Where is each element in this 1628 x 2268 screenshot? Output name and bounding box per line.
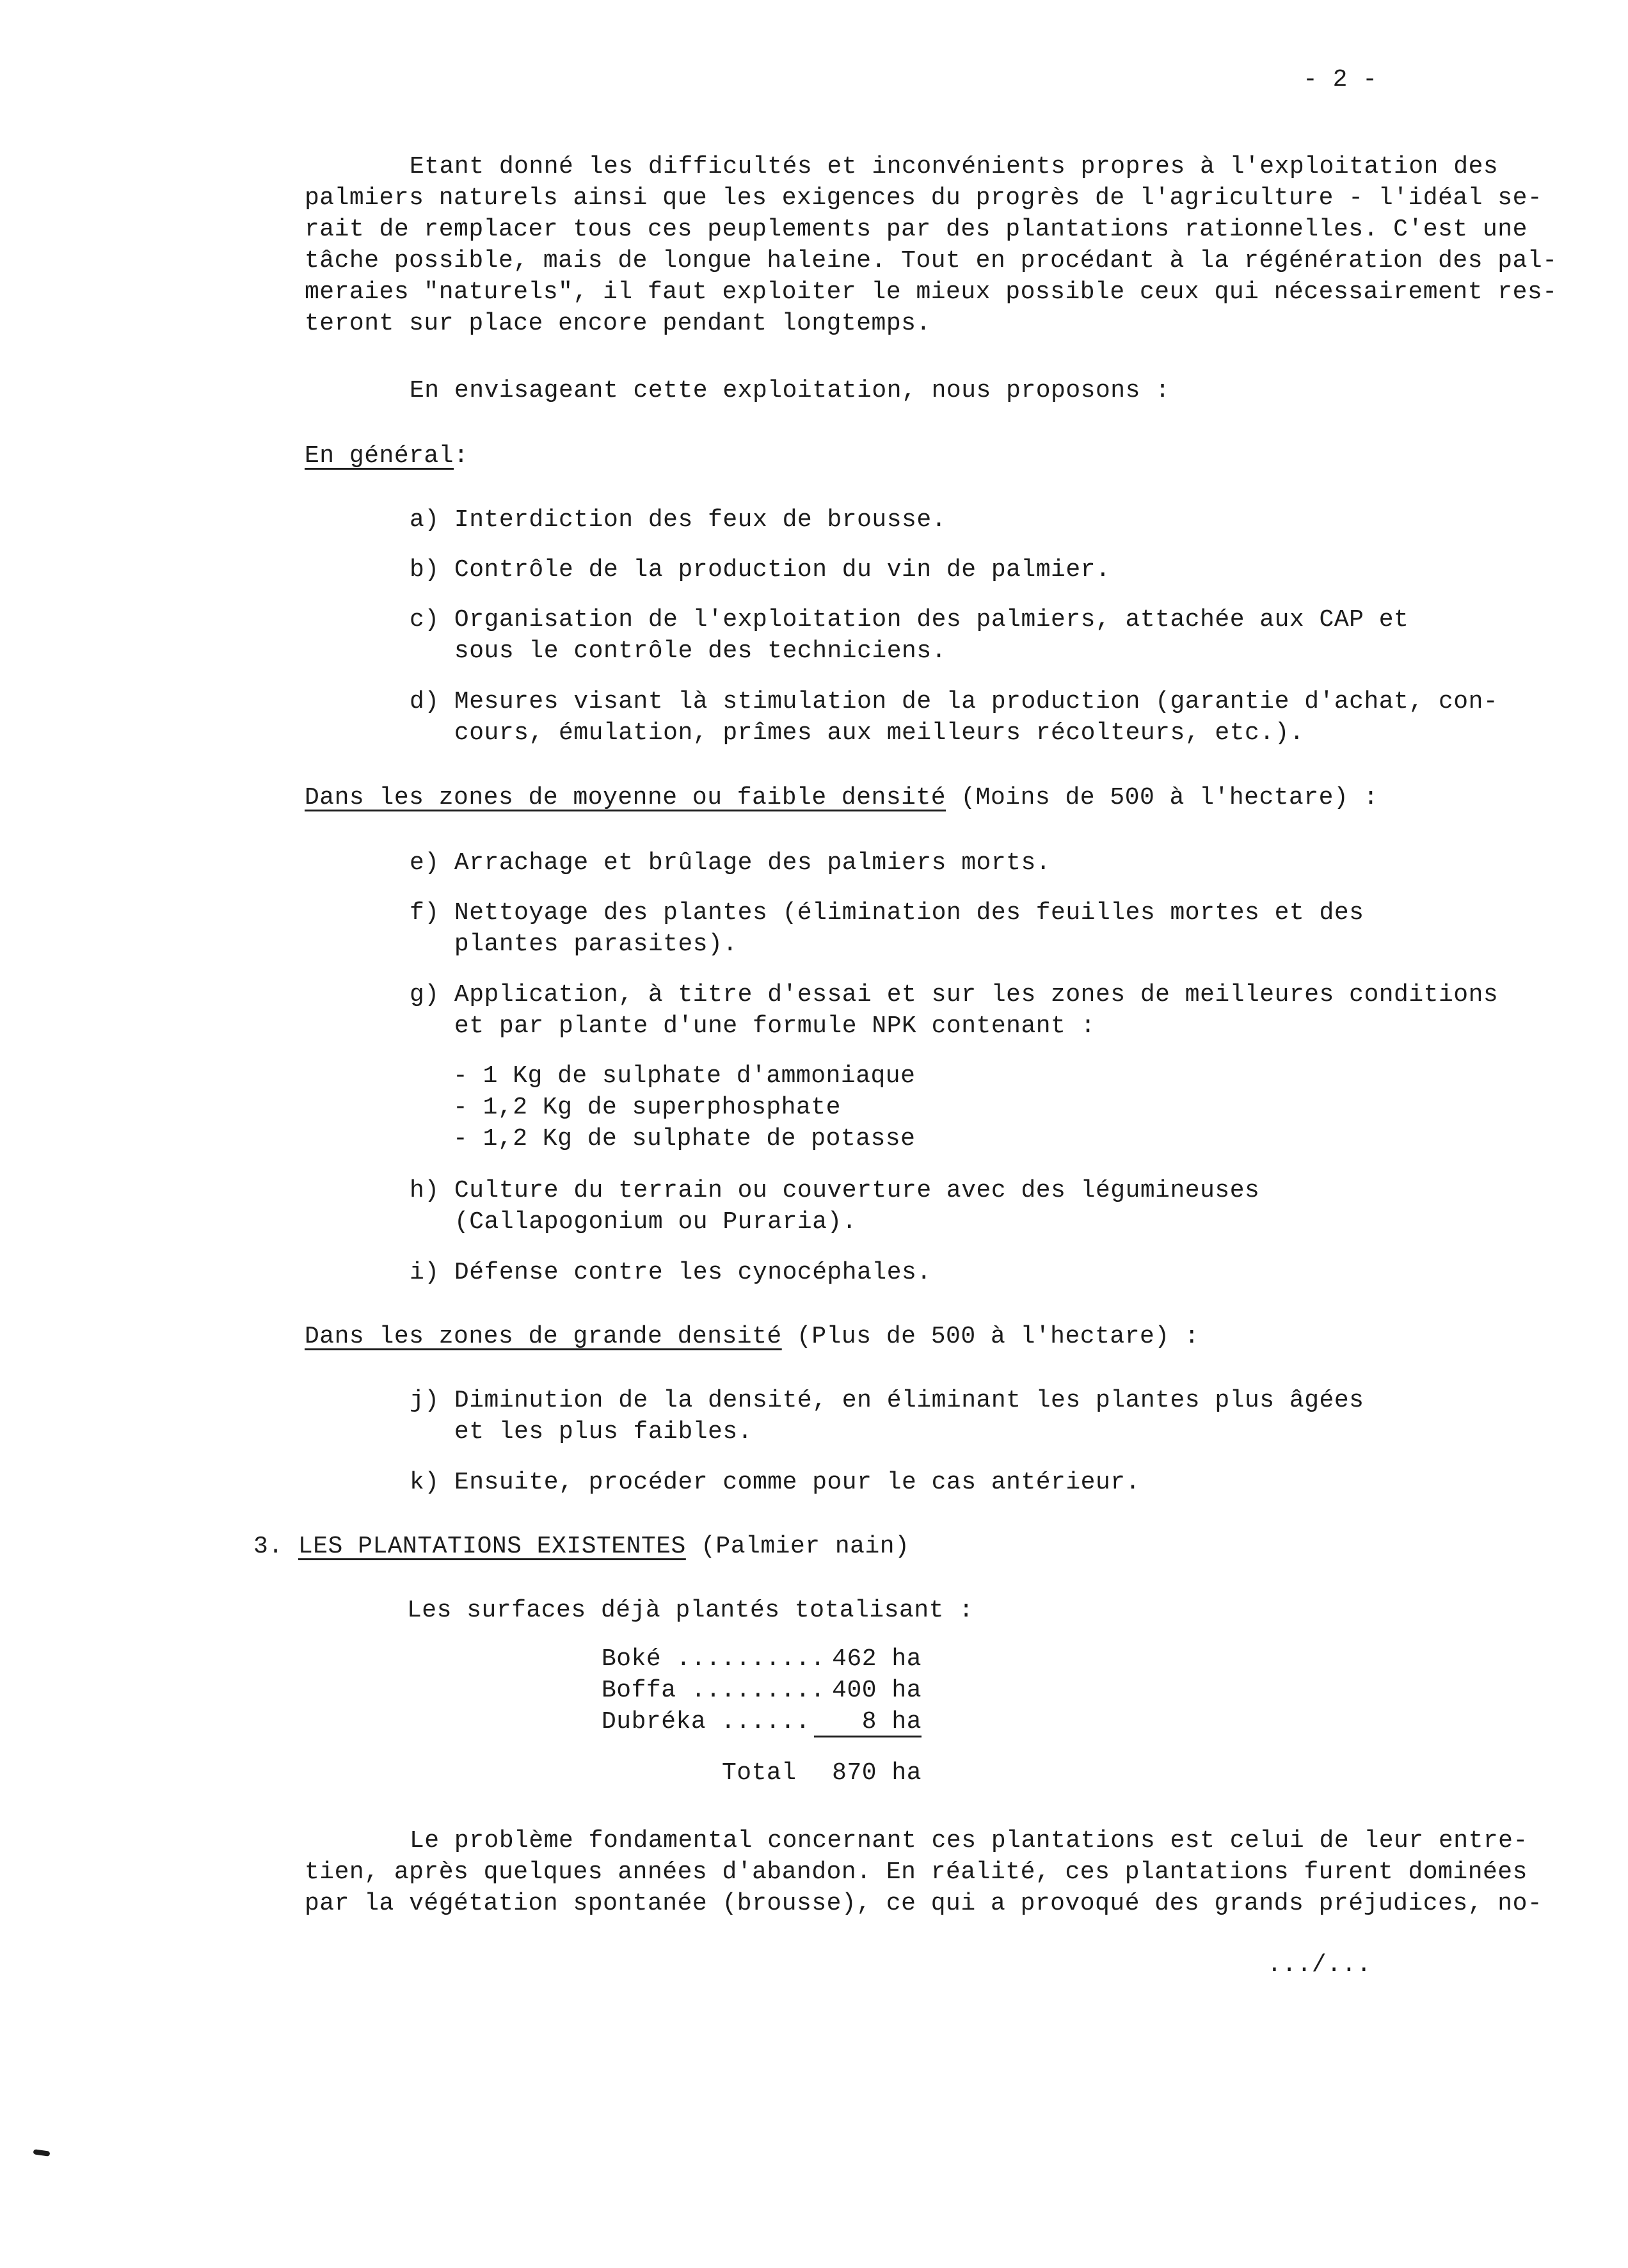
intro-line: meraies "naturels", il faut exploiter le mieux possible ceux qui nécessairement res- [305, 278, 1558, 306]
heading-high-density-suffix: (Plus de 500 à l'hectare) : [781, 1323, 1200, 1350]
heading-low-density-text: Dans les zones de moyenne ou faible densité [305, 784, 946, 811]
table-row-place: Boffa ......... [602, 1677, 826, 1704]
list-item-h: h) Culture du terrain ou couverture avec des légumineuses [410, 1177, 1260, 1204]
list-item-j-cont: et les plus faibles. [410, 1418, 753, 1446]
table-row-value: 8 ha [861, 1708, 922, 1736]
total-value: 870 ha [832, 1759, 922, 1787]
page-number: - 2 - [1303, 66, 1378, 93]
intro-line: Etant donné les difficultés et inconvénients propres à l'exploitation des [410, 153, 1499, 180]
heading-low-density [305, 782, 1378, 814]
npk-item: - 1,2 Kg de superphosphate [453, 1094, 841, 1121]
continuation-mark: .../... [1267, 1951, 1372, 1979]
list-item-g: g) Application, à titre d'essai et sur les zones de meilleures conditions [410, 981, 1499, 1009]
heading-low-density-suffix: (Moins de 500 à l'hectare) : [946, 784, 1378, 811]
list-item-j: j) Diminution de la densité, en éliminant les plantes plus âgées [410, 1387, 1364, 1414]
heading-section-3 [253, 1531, 909, 1563]
list-item-b: b) Contrôle de la production du vin de palmier. [410, 556, 1111, 584]
heading-high-density-text: Dans les zones de grande densité [305, 1323, 782, 1350]
list-item-k: k) Ensuite, procéder comme pour le cas antérieur. [410, 1469, 1140, 1496]
subtotal-rule [814, 1736, 922, 1737]
intro-line: teront sur place encore pendant longtemps. [305, 310, 931, 337]
intro-line: palmiers naturels ainsi que les exigences du progrès de l'agriculture - l'idéal se- [305, 184, 1543, 212]
npk-item: - 1 Kg de sulphate d'ammoniaque [453, 1062, 916, 1090]
list-item-g-cont: et par plante d'une formule NPK contenant : [410, 1012, 1096, 1040]
closing-line: par la végétation spontanée (brousse), ce qui a provoqué des grands préjudices, no- [305, 1890, 1543, 1917]
section-3-heading-text: LES PLANTATIONS EXISTENTES [298, 1533, 686, 1560]
total-label: Total [722, 1759, 797, 1787]
list-item-i: i) Défense contre les cynocéphales. [410, 1259, 932, 1286]
section-3-number: 3. [253, 1533, 283, 1560]
table-row-place: Dubréka ...... [602, 1708, 811, 1736]
stray-mark [33, 2149, 51, 2157]
proposal-line: En envisageant cette exploitation, nous proposons : [410, 377, 1170, 404]
list-item-f-cont: plantes parasites). [410, 930, 738, 958]
list-item-e: e) Arrachage et brûlage des palmiers morts. [410, 849, 1051, 877]
heading-general [305, 440, 468, 472]
npk-item: - 1,2 Kg de sulphate de potasse [453, 1125, 916, 1153]
list-item-a: a) Interdiction des feux de brousse. [410, 506, 946, 534]
intro-line: rait de remplacer tous ces peuplements par des plantations rationnelles. C'est une [305, 216, 1528, 243]
intro-line: tâche possible, mais de longue haleine. Tout en procédant à la régénération des pal- [305, 247, 1558, 275]
list-item-h-cont: (Callapogonium ou Puraria). [410, 1208, 858, 1236]
closing-line: tien, après quelques années d'abandon. En réalité, ces plantations furent dominées [305, 1858, 1528, 1886]
heading-high-density [305, 1321, 1199, 1353]
list-item-d: d) Mesures visant là stimulation de la production (garantie d'achat, con- [410, 688, 1499, 715]
table-row-value: 400 ha [832, 1677, 922, 1704]
list-item-f: f) Nettoyage des plantes (élimination des feuilles mortes et des [410, 899, 1364, 927]
heading-general-text: En général [305, 442, 454, 470]
list-item-d-cont: cours, émulation, prîmes aux meilleurs récolteurs, etc.). [410, 719, 1305, 747]
closing-line: Le problème fondamental concernant ces plantations est celui de leur entre- [410, 1827, 1528, 1855]
table-row-value: 462 ha [832, 1645, 922, 1673]
surfaces-intro: Les surfaces déjà plantés totalisant : [407, 1597, 974, 1624]
heading-general-suffix: : [454, 442, 469, 470]
section-3-heading-suffix: (Palmier nain) [685, 1533, 910, 1560]
list-item-c-cont: sous le contrôle des techniciens. [410, 637, 946, 665]
table-row-place: Boké .......... [602, 1645, 826, 1673]
list-item-c: c) Organisation de l'exploitation des palmiers, attachée aux CAP et [410, 606, 1409, 634]
